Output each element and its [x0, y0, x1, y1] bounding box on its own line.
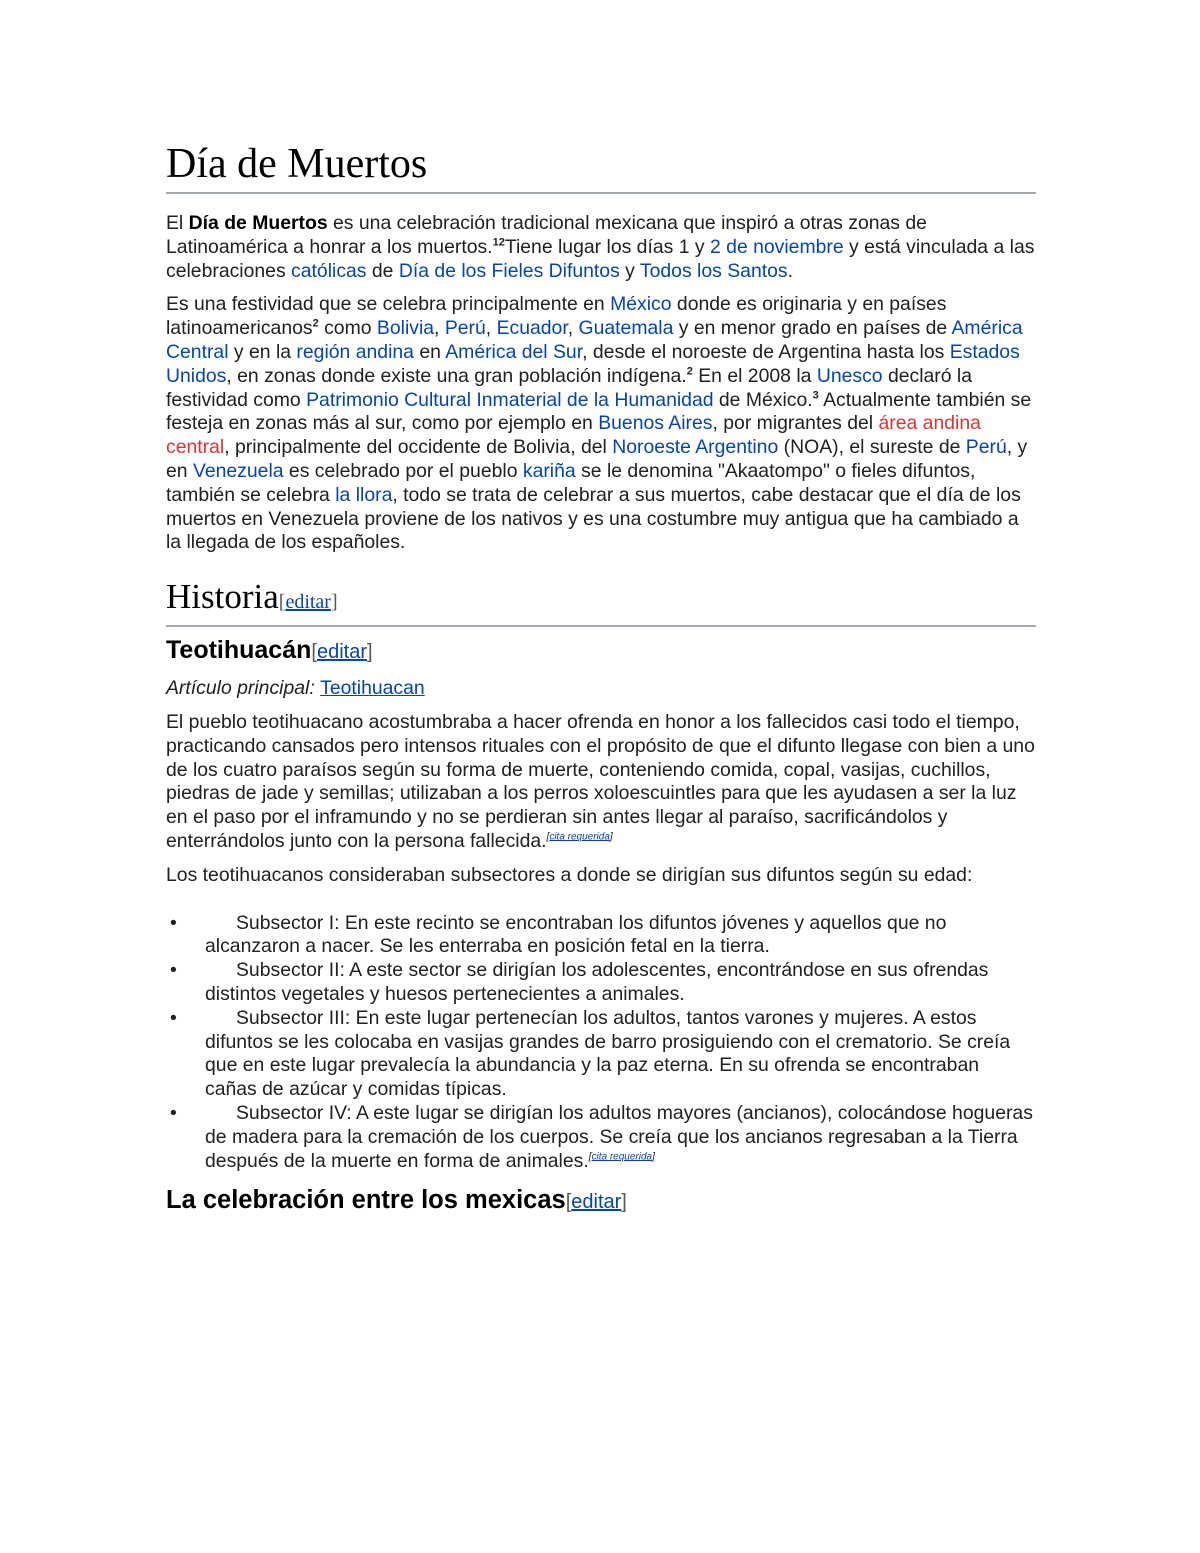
citation-needed-link[interactable]: cita requerida — [549, 831, 610, 843]
text: de México. — [713, 388, 813, 411]
subsector-list — [166, 912, 1036, 1174]
reference-sup[interactable]: 12 — [492, 236, 505, 249]
list-item — [166, 959, 1036, 1007]
text: , y en — [166, 436, 1028, 482]
link-mexico[interactable]: México — [610, 293, 672, 316]
text: Actualmente también se festeja en zonas más al sur, como por ejemplo en — [166, 388, 1032, 435]
text: Tiene lugar los días 1 y — [504, 235, 710, 258]
reference-sup[interactable]: 2 — [686, 365, 693, 378]
main-article-link[interactable]: Teotihuacan — [320, 677, 425, 700]
main-article-note — [166, 677, 1036, 701]
section-heading-historia — [166, 576, 1036, 627]
list-item-text: Subsector I: En este recinto se encontraban los difuntos jóvenes y aquellos que no alcanzaron a nacer. Se les enterraba en posición fetal en la tierra. — [205, 911, 947, 958]
intro-paragraph-1 — [166, 212, 1036, 283]
text: es celebrado por el pueblo — [283, 459, 523, 482]
text: , todo se trata de celebrar a sus muertos, cabe destacar que el día de los muertos en Venezuela proviene de los nativos y es una costumbre muy antigua que ha cambiado a la llegada de los españoles. — [166, 483, 1021, 554]
bracket: ] — [652, 1151, 655, 1163]
heading-text: Teotihuacán — [166, 636, 312, 665]
list-item — [166, 912, 1036, 960]
text: (NOA), el sureste de — [778, 436, 966, 459]
text: donde es originaria y en países latinoamericanos — [166, 293, 947, 340]
link-estados-unidos[interactable]: Estados Unidos — [166, 340, 1020, 387]
citation-needed — [589, 1151, 655, 1162]
section-heading-teotihuacan — [166, 635, 1036, 667]
text: declaró la festividad como — [166, 364, 973, 411]
text: y en la — [228, 340, 297, 363]
text: y — [619, 259, 640, 282]
text: , en zonas donde existe una gran población indígena. — [226, 364, 687, 387]
bracket: ] — [330, 591, 338, 614]
list-item-text: Subsector IV: A este lugar se dirigían los adultos mayores (ancianos), colocándose hogueras de madera para la cremación de los cuerpos. Se creía que los ancianos regresaban a la Tierra después de la muerte en forma de animales. — [205, 1101, 1033, 1172]
link-venezuela[interactable]: Venezuela — [192, 459, 284, 482]
link-peru-2[interactable]: Perú — [965, 436, 1007, 459]
citation-needed-link[interactable]: cita requerida — [591, 1151, 653, 1163]
link-america-del-sur[interactable]: América del Sur — [445, 340, 583, 363]
text: , — [434, 317, 445, 340]
link-karina[interactable]: kariña — [522, 459, 576, 482]
bracket: [ — [278, 591, 286, 614]
link-2-de-noviembre[interactable]: 2 de noviembre — [709, 235, 844, 258]
text: como — [318, 317, 377, 340]
citation-needed — [547, 831, 613, 842]
bracket: [ — [546, 831, 550, 843]
edit-section — [279, 591, 338, 613]
list-item — [166, 1102, 1036, 1173]
text: es una celebración tradicional mexicana que inspiró a otras zonas de Latinoamérica a honrar a los muertos. — [166, 212, 927, 258]
reference-sup[interactable]: 2 — [312, 317, 319, 330]
link-la-llora[interactable]: la llora — [335, 483, 393, 506]
text: . — [787, 259, 793, 282]
redlink-area-andina-central[interactable]: área andina central — [166, 412, 981, 459]
link-buenos-aires[interactable]: Buenos Aires — [598, 412, 713, 435]
link-noroeste-argentino[interactable]: Noroeste Argentino — [612, 436, 779, 459]
edit-link[interactable]: editar — [285, 591, 331, 614]
list-item-text: Subsector II: A este sector se dirigían los adolescentes, encontrándose en sus ofrendas distintos vegetales y huesos pertenecientes a animales. — [205, 959, 989, 1005]
text: , desde el noroeste de Argentina hasta los — [582, 340, 950, 363]
link-catolicas[interactable]: católicas — [291, 259, 367, 282]
article — [166, 128, 1036, 1217]
list-item — [166, 1007, 1036, 1102]
bullet-icon: • — [170, 959, 177, 982]
link-america-central[interactable]: América Central — [166, 317, 1023, 363]
text: y está vinculada a las celebraciones — [166, 235, 1035, 282]
text: , — [567, 317, 579, 340]
text: en — [413, 340, 446, 363]
text: El pueblo teotihuacano acostumbraba a hacer ofrenda en honor a los fallecidos casi todo el tiempo, practicando cansados pero intensos rituales con el propósito de que el difunto llegase con bien a uno de los cuatro paraísos según su forma de muerte, conteniendo comida, copal, vasijas, cuchillos, piedras de jade y semillas; utilizaban a los perros xoloescuintles para que les ayudasen a ser la luz en el paso por el inframundo y no se perdieran sin antes llegar al paraíso, sacrificándolos y enterrándolos junto con la persona fallecida. — [166, 710, 1035, 852]
link-unesco[interactable]: Unesco — [816, 364, 883, 387]
link-guatemala[interactable]: Guatemala — [578, 317, 674, 340]
link-patrimonio[interactable]: Patrimonio Cultural Inmaterial de la Humanidad — [306, 388, 714, 411]
bullet-icon: • — [170, 1006, 177, 1029]
section-heading-mexicas — [166, 1185, 1036, 1217]
link-bolivia[interactable]: Bolivia — [376, 317, 435, 340]
page-title: Día de Muertos — [166, 138, 1036, 194]
bracket: [ — [565, 1191, 572, 1214]
bracket: [ — [311, 641, 317, 664]
edit-link[interactable]: editar — [571, 1191, 622, 1214]
bold-term: Día de Muertos — [188, 212, 328, 234]
list-item-text: Subsector III: En este lugar pertenecían los adultos, tantos varones y mujeres. A estos difuntos se les colocaba en vasijas grandes de barro prosiguiendo con el crematorio. Se creía que en este lugar prevalecía la abundancia y la paz eterna. En su ofrenda se encontraban cañas de azúcar y comidas típicas. — [205, 1006, 1011, 1101]
link-region-andina[interactable]: región andina — [296, 340, 414, 363]
edit-section — [566, 1191, 627, 1213]
link-todos-los-santos[interactable]: Todos los Santos — [639, 259, 788, 282]
bullet-icon: • — [170, 1101, 177, 1124]
edit-link[interactable]: editar — [316, 641, 367, 664]
heading-text: La celebración entre los mexicas — [166, 1186, 566, 1215]
link-fieles-difuntos[interactable]: Día de los Fieles Difuntos — [398, 259, 620, 282]
text: Es una festividad que se celebra principalmente en — [166, 293, 611, 316]
bracket: ] — [366, 641, 373, 664]
bracket: ] — [621, 1191, 627, 1214]
text: se le denomina "Akaatompo" o fieles difuntos, también se celebra — [166, 459, 976, 506]
text: , principalmente del occidente de Bolivia, del — [224, 436, 613, 459]
text: y en menor grado en países de — [673, 317, 952, 340]
main-article-label: Artículo principal: — [166, 677, 321, 700]
link-ecuador[interactable]: Ecuador — [496, 317, 568, 340]
teotihuacan-paragraph-1 — [166, 711, 1036, 854]
text: , por migrantes del — [712, 412, 879, 435]
bullet-icon: • — [170, 911, 177, 934]
bracket: [ — [588, 1151, 592, 1163]
reference-sup[interactable]: 3 — [812, 389, 819, 402]
teotihuacan-paragraph-2: Los teotihuacanos consideraban subsectores a donde se dirigían sus difuntos según su edad: — [166, 863, 973, 886]
text: El — [166, 212, 189, 234]
link-peru[interactable]: Perú — [444, 317, 486, 340]
heading-text: Historia — [166, 577, 279, 617]
text: de — [366, 259, 399, 282]
text: , — [485, 317, 497, 340]
text: En el 2008 la — [692, 364, 817, 387]
bracket: ] — [609, 831, 613, 843]
edit-section — [311, 641, 372, 663]
intro-paragraph-2 — [166, 293, 1036, 555]
